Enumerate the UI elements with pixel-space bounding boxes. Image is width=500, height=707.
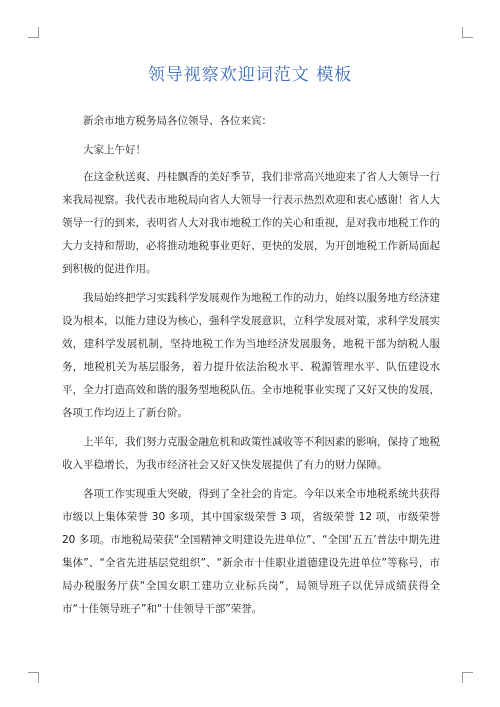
greeting: 大家上午好！ xyxy=(83,144,146,156)
crop-mark-top-left xyxy=(28,27,39,38)
crop-mark-bottom-right xyxy=(462,672,473,683)
paragraph-1: 在这金秋送爽、丹桂飘香的美好季节，我们非常高兴地迎来了省人大领导一行来我局视察。我代表市地税局向省人大领导一行表示热烈欢迎和衷心感谢！省人大领导一行的到来，表明省人大对我市地税工作的关心和重视，是对我市地税工作的大力支持和帮助，必将推动地税事业更好、更快的发展，为开创地税工作新局面起到积极的促进作用。 xyxy=(62,171,440,275)
salutation: 新余市地方税务局各位领导、各位来宾： xyxy=(83,115,272,127)
document-body xyxy=(62,110,440,627)
paragraph-4: 各项工作实现重大突破，得到了全社会的肯定。今年以来全市地税系统共获得市级以上集体荣誉 30 多项，其中国家级荣誉 3 项，省级荣誉 12 项，市级荣誉 20 多项。市地税局荣获“全国精神文明建设先进单位”、“全国‘五五’普法中期先进集体”、“全省先进基层党组织”、“新余市十佳职业道德建设先进单位”等称号，市局办税服务厅获“全国女职工建功立业标兵岗”，局领导班子以优异成绩获得全市“十佳领导班子”和“十佳领导干部”荣誉。 xyxy=(62,488,440,615)
crop-mark-top-right xyxy=(462,27,473,38)
paragraph-2: 我局始终把学习实践科学发展观作为地税工作的动力，始终以服务地方经济建设为根本，以能力建设为核心，强科学发展意识，立科学发展对策，求科学发展实效，建科学发展机制，坚持地税工作为当地经济发展服务，地税干部为纳税人服务，地税机关为基层服务，着力提升依法治税水平、税源管理水平、队伍建设水平，全力打造高效和谐的服务型地税队伍。全市地税事业实现了又好又快的发展，各项工作均迈上了新台阶。 xyxy=(62,292,440,419)
crop-mark-bottom-left xyxy=(28,672,39,683)
document-title: 领导视察欢迎词范文 模板 xyxy=(147,65,353,85)
paragraph-3: 上半年，我们努力克服金融危机和政策性减收等不利因素的影响，保持了地税收入平稳增长，为我市经济社会又好又快发展提供了有力的财力保障。 xyxy=(62,436,440,471)
